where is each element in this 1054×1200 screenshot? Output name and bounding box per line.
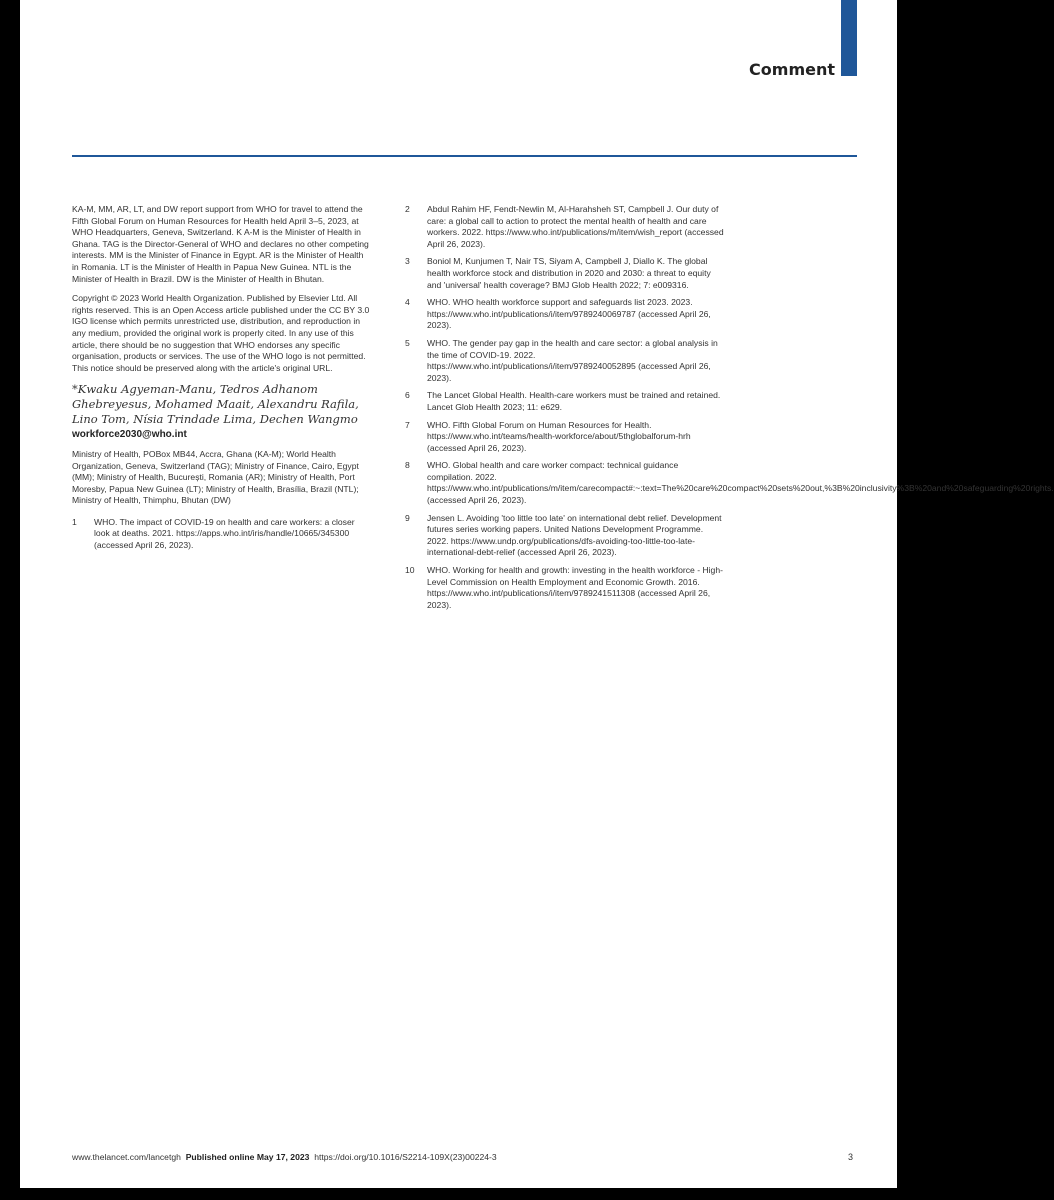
reference-text[interactable]: Boniol M, Kunjumen T, Nair TS, Siyam A, Campbell J, Diallo K. The global health workforce stock and distribution in 2020 and 2030: a threat to equity and 'universal' health coverage? BMJ Glob Health 2022; 7: e009316. xyxy=(427,256,711,290)
reference-number: 9 xyxy=(405,512,410,523)
section-color-tab xyxy=(841,0,857,76)
reference-number: 7 xyxy=(405,419,410,430)
reference-item xyxy=(72,517,372,552)
reference-number: 6 xyxy=(405,390,410,401)
reference-number: 8 xyxy=(405,460,410,471)
doi-link[interactable]: https://doi.org/10.1016/S2214-109X(23)00224-3 xyxy=(314,1152,497,1162)
reference-item xyxy=(405,565,725,611)
reference-text[interactable]: WHO. WHO health workforce support and safeguards list 2023. 2023. https://www.who.int/publications/i/item/9789240069787 (accessed April 26, 2023). xyxy=(427,297,711,331)
reference-item xyxy=(405,204,725,250)
journal-site-link[interactable]: www.thelancet.com/lancetgh xyxy=(72,1152,181,1162)
affiliations: Ministry of Health, POBox MB44, Accra, Ghana (KA-M); World Health Organization, Geneva, Switzerland (TAG); Ministry of Finance, Cairo, Egypt (MM); Ministry of Health, București, Romania (AR); Ministry of Health, Port Moresby, Papua New Guinea (LT); Ministry of Health, Brasília, Brazil (NTL); Ministry of Health, Thimphu, Bhutan (DW) xyxy=(72,448,359,506)
reference-number: 5 xyxy=(405,337,410,348)
journal-page xyxy=(20,0,1054,1188)
reference-text[interactable]: WHO. Global health and care worker compact: technical guidance compilation. 2022. https://www.who.int/publications/m/item/carecompact#:~:text=The%20care%20compact%20sets%20out,%3B%20inclusivity%3B%20and%20safeguarding%20rights. (accessed April 26, 2023). xyxy=(427,460,1054,506)
page-footer xyxy=(72,1152,497,1162)
reference-item xyxy=(405,513,725,559)
reference-text[interactable]: Abdul Rahim HF, Fendt-Newlin M, Al-Harahsheh ST, Campbell J. Our duty of care: a global call to action to protect the mental health of health and care workers. 2022. https://www.who.int/publications/m/item/wish_report (accessed April 26, 2023). xyxy=(427,204,724,249)
reference-text[interactable]: Jensen L. Avoiding 'too little too late' on international debt relief. Development futures series working papers. United Nations Development Programme. 2022. https://www.undp.org/publications/dfs-avoiding-too-little-too-late-international-debt-relief (accessed April 26, 2023). xyxy=(427,512,722,558)
left-column xyxy=(72,204,372,558)
author-list: *Kwaku Agyeman-Manu, Tedros Adhanom Ghebreyesus, Mohamed Maait, Alexandru Rafila, Lino Tom, Nísia Trindade Lima, Dechen Wangmo xyxy=(72,382,359,427)
reference-text[interactable]: WHO. Fifth Global Forum on Human Resources for Health. https://www.who.int/teams/health-workforce/about/5thglobalforum-hrh (accessed April 26, 2023). xyxy=(427,419,691,453)
section-label: Comment xyxy=(749,60,835,79)
reference-number: 4 xyxy=(405,297,410,308)
reference-text[interactable]: WHO. The impact of COVID-19 on health and care workers: a closer look at deaths. 2021. https://apps.who.int/iris/handle/10665/345300 (accessed April 26, 2023). xyxy=(94,516,355,551)
header-rule xyxy=(72,155,857,157)
reference-item xyxy=(405,390,725,413)
reference-item xyxy=(405,420,725,455)
reference-number: 1 xyxy=(72,516,77,527)
funding-statement: KA-M, MM, AR, LT, and DW report support from WHO for travel to attend the Fifth Global Forum on Human Resources for Health held April 3–5, 2023, at WHO Headquarters, Geneva, Switzerland. K A-M is the Minister of Health in Ghana. TAG is the Director-General of WHO and declares no other competing interests. MM is the Minister of Finance in Egypt. AR is the Minister of Health in Romania. LT is the Minister of Health in Papua New Guinea. NTL is the Minister of Health in Brazil. DW is the Minister of Health in Bhutan. xyxy=(72,204,369,284)
copyright-notice: Copyright © 2023 World Health Organization. Published by Elsevier Ltd. All rights reserved. This is an Open Access article published under the CC BY 3.0 IGO license which permits unrestricted use, distribution, and reproduction in any medium, provided the original work is properly cited. In any use of this article, there should be no suggestion that WHO endorses any specific organisation, products or services. The use of the WHO logo is not permitted. This notice should be preserved along with the article's original URL. xyxy=(72,293,370,373)
publication-date: Published online May 17, 2023 xyxy=(185,1152,310,1162)
reference-item xyxy=(405,338,725,384)
right-column xyxy=(405,204,1054,617)
reference-number: 10 xyxy=(405,565,415,576)
reference-text[interactable]: The Lancet Global Health. Health-care workers must be trained and retained. Lancet Glob Health 2023; 11: e629. xyxy=(427,390,721,412)
reference-text[interactable]: WHO. The gender pay gap in the health and care sector: a global analysis in the time of COVID-19. 2022. https://www.who.int/publications/i/item/9789240052895 (accessed April 26, 2023). xyxy=(427,337,718,383)
reference-number: 2 xyxy=(405,204,410,214)
reference-item xyxy=(405,256,725,291)
reference-number: 3 xyxy=(405,256,410,267)
reference-item xyxy=(405,460,1054,506)
reference-item xyxy=(405,297,725,332)
page-number: 3 xyxy=(848,1152,854,1162)
reference-text[interactable]: WHO. Working for health and growth: investing in the health workforce - High-Level Commission on Health Employment and Economic Growth. 2016. https://www.who.int/publications/i/item/9789241511308 (accessed April 26, 2023). xyxy=(427,565,723,610)
correspondence-email[interactable]: workforce2030@who.int xyxy=(72,429,187,441)
